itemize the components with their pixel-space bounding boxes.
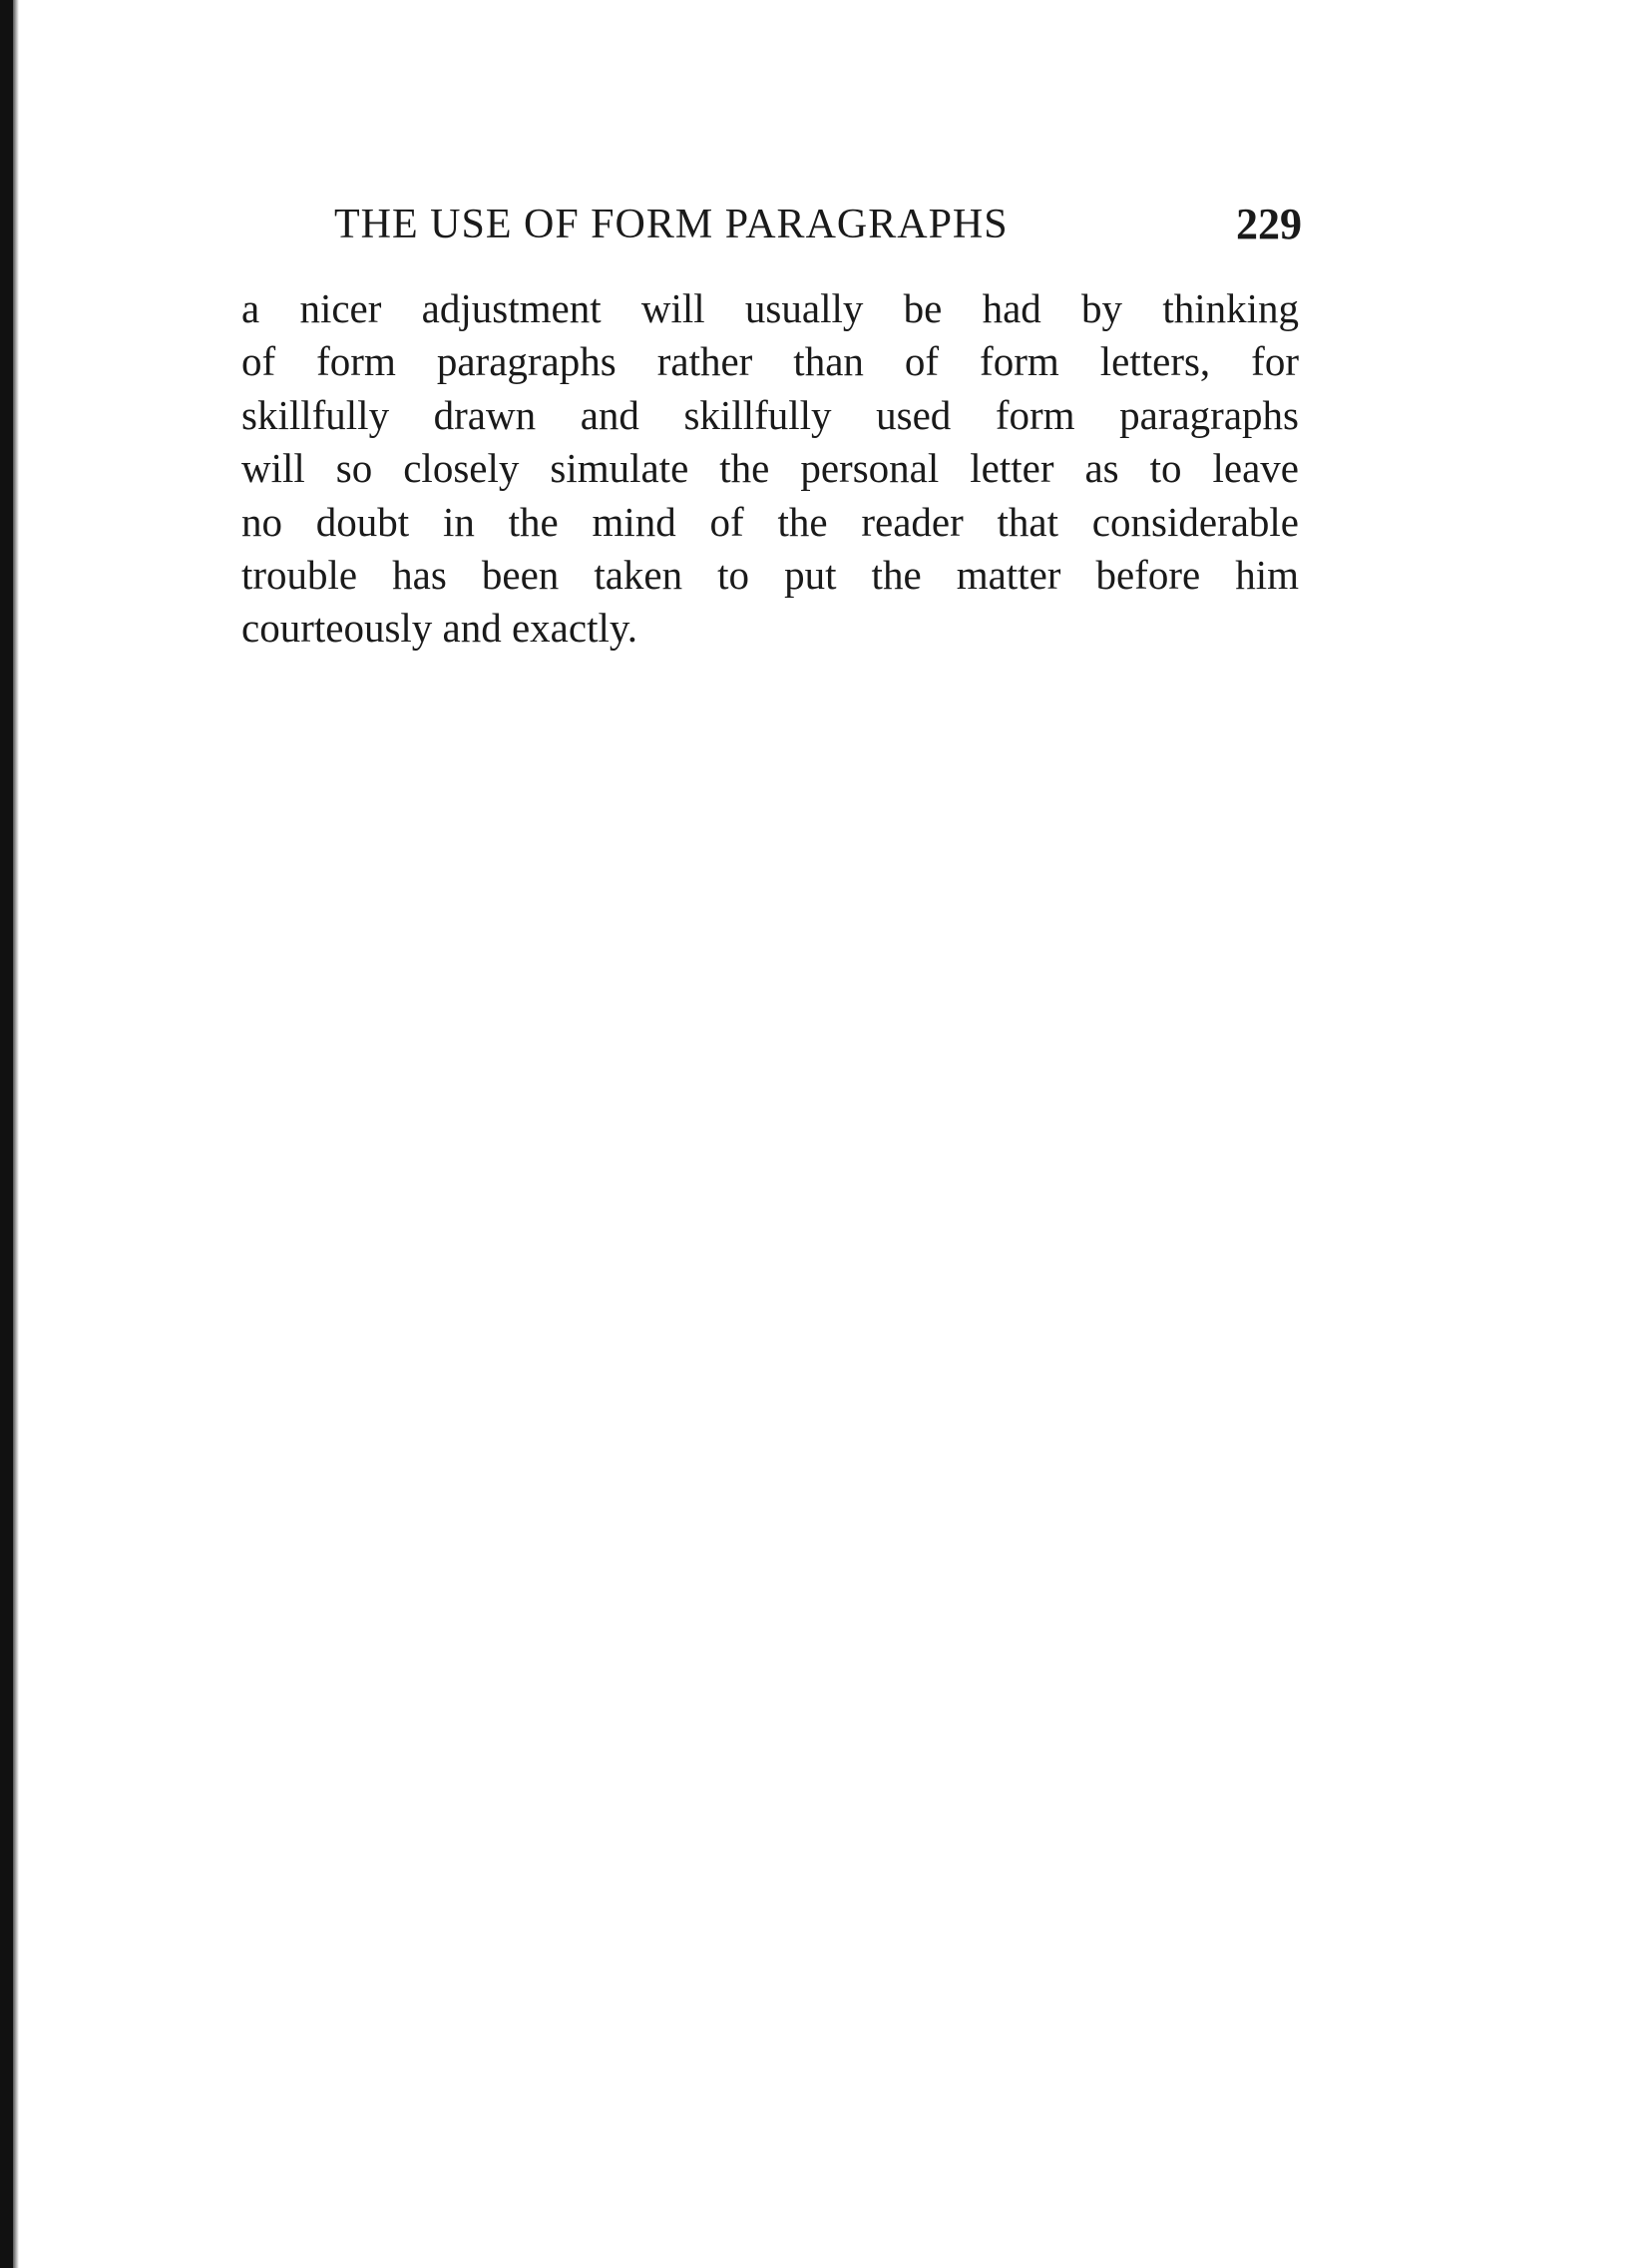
text-line: a nicer adjustment will usually be had by thinking (241, 285, 1299, 331)
text-line: no doubt in the mind of the reader that considerable (241, 498, 1299, 545)
text-line: trouble has been taken to put the matter before him (241, 551, 1299, 598)
text-line: will so closely simulate the personal letter as to leave (241, 445, 1299, 492)
text-line: courteously and exactly. (241, 605, 637, 652)
body-paragraph (241, 282, 1299, 656)
text-line: skillfully drawn and skillfully used form paragraphs (241, 391, 1299, 438)
page-binding-edge (0, 0, 13, 2268)
text-line: of form paragraphs rather than of form letters, for (241, 338, 1299, 385)
running-title: THE USE OF FORM PARAGRAPHS (334, 202, 1009, 247)
running-head (334, 200, 1312, 249)
page-number: 229 (1236, 200, 1302, 248)
page-binding-shadow (13, 0, 19, 2268)
